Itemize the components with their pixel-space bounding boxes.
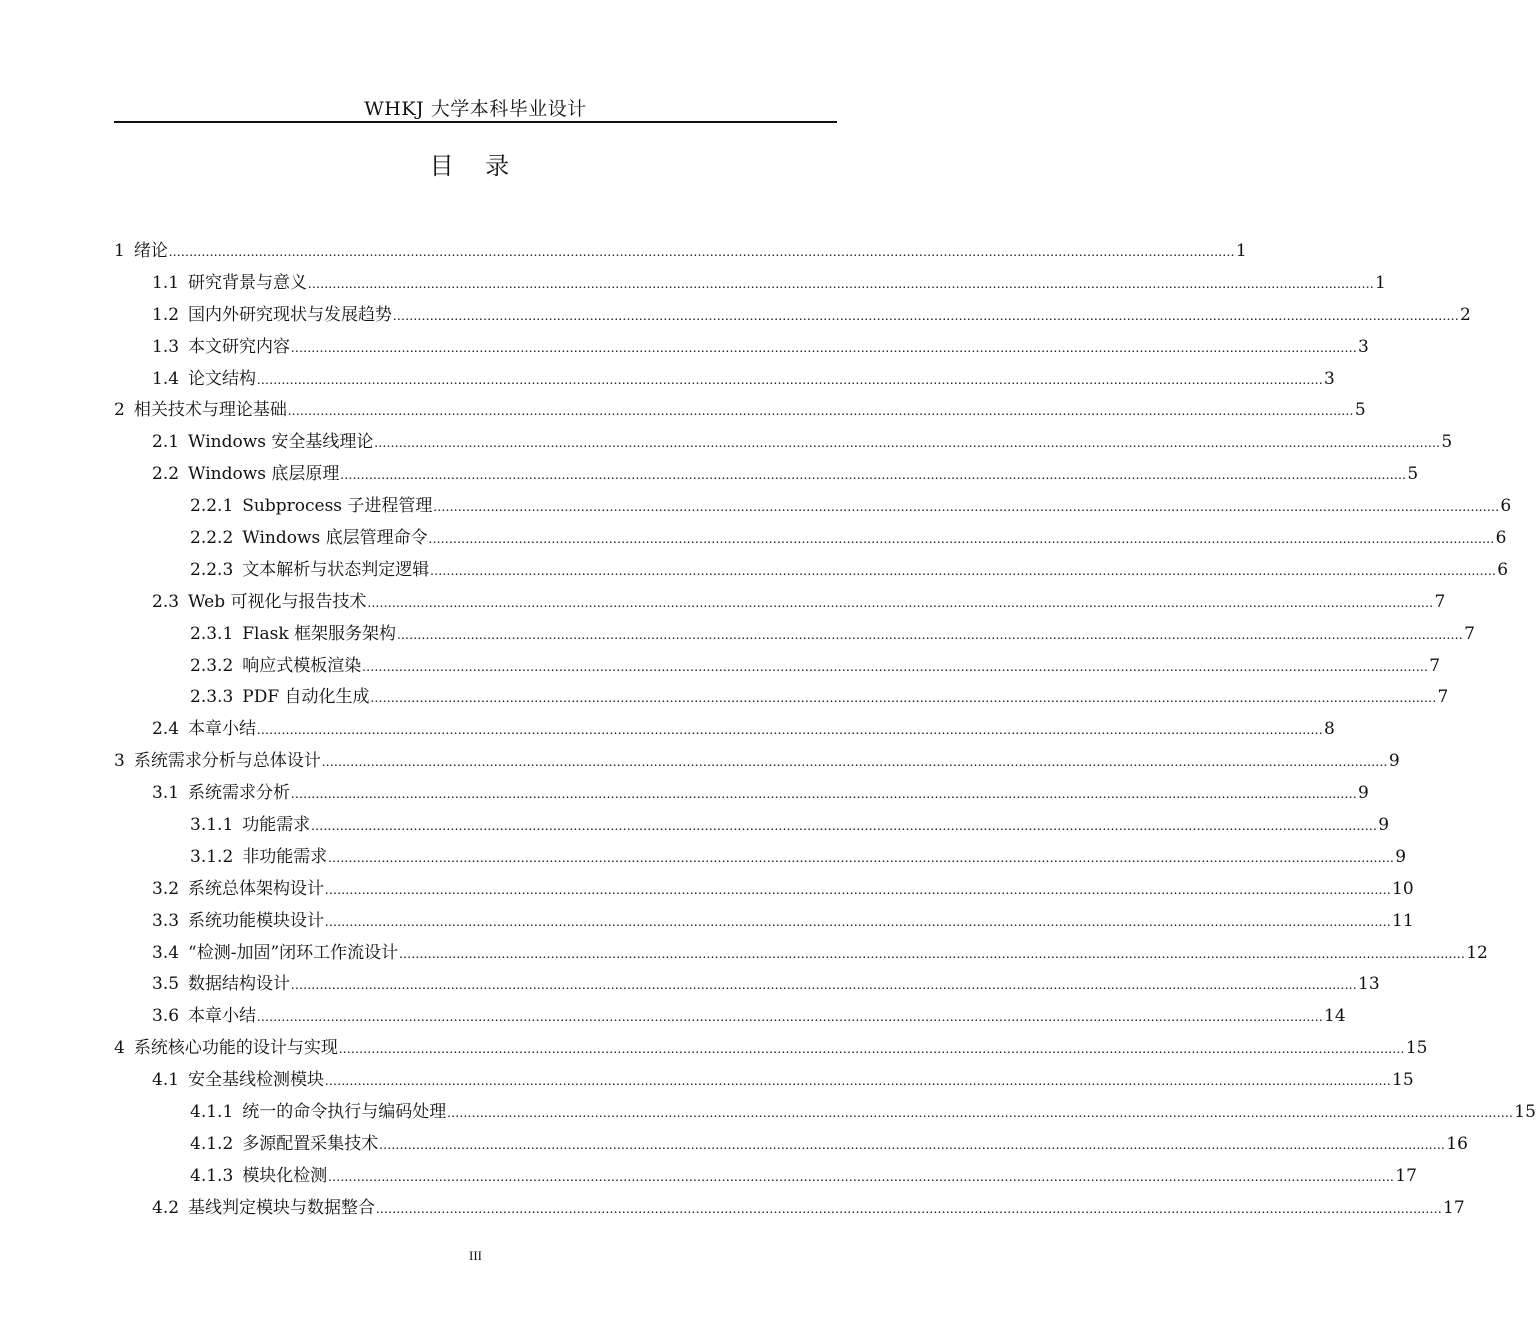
toc-dot-leader: .................................................................................................................................................................................................................................................................... — [257, 1010, 1324, 1026]
toc-entry-title: 本章小结 — [188, 1006, 257, 1027]
toc-entry-number: 2.2 — [152, 464, 180, 485]
toc-dot-leader: .................................................................................................................................................................................................................................................................... — [257, 372, 1324, 388]
toc-entry-number: 3.2 — [152, 878, 180, 899]
toc-entry[interactable] — [114, 1001, 1346, 1033]
page-number: III — [469, 1248, 482, 1263]
toc-entry-number: 1 — [114, 241, 125, 261]
toc-entry[interactable] — [114, 459, 1419, 491]
toc-entry[interactable] — [114, 778, 1369, 810]
toc-entry-page: 6 — [1497, 559, 1509, 580]
toc-dot-leader: .................................................................................................................................................................................................................................................................... — [376, 1201, 1443, 1217]
toc-entry-number: 2.3.3 — [190, 687, 234, 708]
toc-entry[interactable] — [114, 651, 1441, 683]
toc-dot-leader: .................................................................................................................................................................................................................................................................... — [321, 755, 1388, 771]
toc-entry[interactable] — [114, 906, 1414, 938]
toc-entry-title: “检测-加固”闭环工作流设计 — [188, 942, 399, 963]
toc-entry-number: 3 — [114, 751, 125, 772]
toc-entry-title: Web 可视化与报告技术 — [188, 591, 367, 612]
toc-entry-page: 1 — [1235, 241, 1247, 261]
toc-entry-title: 多源配置采集技术 — [242, 1133, 379, 1154]
toc-entry-title: 响应式模板渲染 — [242, 655, 362, 676]
toc-entry-page: 2 — [1460, 304, 1471, 325]
toc-entry-number: 3.6 — [152, 1006, 180, 1027]
toc-dot-leader: .................................................................................................................................................................................................................................................................... — [168, 245, 1235, 260]
toc-entry-page: 5 — [1407, 464, 1419, 485]
toc-entry-page: 14 — [1324, 1006, 1346, 1027]
toc-entry[interactable] — [114, 268, 1386, 300]
toc-entry[interactable] — [114, 969, 1380, 1001]
table-of-contents — [114, 236, 1536, 1225]
toc-entry-page: 16 — [1446, 1133, 1468, 1154]
toc-entry-title: Windows 底层管理命令 — [242, 528, 428, 549]
toc-entry-page: 17 — [1395, 1165, 1417, 1186]
toc-dot-leader: .................................................................................................................................................................................................................................................................... — [433, 500, 1500, 516]
toc-dot-leader: .................................................................................................................................................................................................................................................................... — [287, 404, 1354, 420]
toc-entry-title: Windows 底层原理 — [188, 464, 340, 485]
toc-title: 目 录 — [429, 152, 522, 180]
toc-entry[interactable] — [114, 1193, 1465, 1225]
toc-entry-page: 15 — [1392, 1070, 1414, 1091]
toc-dot-leader: .................................................................................................................................................................................................................................................................... — [308, 276, 1375, 292]
toc-entry-page: 7 — [1429, 655, 1441, 676]
toc-entry-number: 2.3.2 — [190, 655, 234, 676]
toc-entry[interactable] — [114, 587, 1446, 619]
toc-dot-leader: .................................................................................................................................................................................................................................................................... — [430, 563, 1497, 579]
toc-entry[interactable] — [114, 300, 1471, 332]
toc-entry-page: 17 — [1443, 1197, 1465, 1218]
toc-entry[interactable] — [114, 395, 1366, 427]
toc-entry[interactable] — [114, 619, 1475, 651]
toc-entry-page: 11 — [1392, 910, 1414, 931]
toc-entry[interactable] — [114, 1097, 1536, 1129]
toc-entry-title: 文本解析与状态判定逻辑 — [242, 559, 430, 580]
toc-entry-page: 3 — [1324, 368, 1335, 389]
toc-entry-page: 1 — [1375, 272, 1386, 293]
toc-entry-number: 1.1 — [152, 272, 180, 293]
toc-entry-number: 3.3 — [152, 910, 180, 931]
toc-entry-page: 5 — [1354, 400, 1366, 421]
toc-entry-title: 绪论 — [133, 241, 168, 261]
toc-entry-number: 2.1 — [152, 432, 180, 453]
toc-entry-number: 3.4 — [152, 942, 180, 963]
toc-entry-title: 非功能需求 — [242, 846, 328, 867]
header-rule — [114, 121, 837, 123]
toc-entry-title: 本章小结 — [188, 719, 257, 740]
toc-entry-title: 国内外研究现状与发展趋势 — [188, 304, 393, 325]
toc-dot-leader: .................................................................................................................................................................................................................................................................... — [399, 946, 1466, 962]
toc-entry-title: 论文结构 — [188, 368, 257, 389]
toc-entry-page: 9 — [1358, 783, 1369, 804]
toc-dot-leader: .................................................................................................................................................................................................................................................................... — [291, 787, 1358, 803]
toc-entry-page: 13 — [1358, 974, 1380, 995]
toc-entry-page: 10 — [1392, 878, 1414, 899]
toc-entry-page: 5 — [1441, 432, 1453, 453]
toc-entry-title: 数据结构设计 — [188, 974, 291, 995]
toc-entry[interactable] — [114, 427, 1453, 459]
toc-entry[interactable] — [114, 332, 1369, 364]
toc-entry[interactable] — [114, 364, 1335, 396]
toc-entry-number: 2.4 — [152, 719, 180, 740]
toc-entry[interactable] — [114, 874, 1414, 906]
toc-entry-title: 本文研究内容 — [188, 336, 291, 357]
toc-entry-page: 6 — [1500, 496, 1512, 517]
toc-dot-leader: .................................................................................................................................................................................................................................................................... — [428, 532, 1495, 548]
toc-dot-leader: .................................................................................................................................................................................................................................................................... — [257, 723, 1324, 739]
toc-entry-title: 系统功能模块设计 — [188, 910, 325, 931]
toc-entry-number: 2.3.1 — [190, 623, 234, 644]
toc-entry-page: 3 — [1358, 336, 1369, 357]
toc-entry-page: 6 — [1495, 528, 1507, 549]
toc-entry-title: 安全基线检测模块 — [188, 1070, 325, 1091]
toc-dot-leader: .................................................................................................................................................................................................................................................................... — [340, 468, 1407, 484]
toc-entry-title: 模块化检测 — [242, 1165, 328, 1186]
toc-entry-title: 研究背景与意义 — [188, 272, 308, 293]
toc-entry-number: 1.3 — [152, 336, 180, 357]
toc-entry-title: Subprocess 子进程管理 — [242, 496, 433, 517]
toc-entry-title: 统一的命令执行与编码处理 — [242, 1102, 447, 1123]
toc-entry-number: 2 — [114, 400, 125, 421]
toc-entry[interactable] — [114, 523, 1507, 555]
toc-dot-leader: .................................................................................................................................................................................................................................................................... — [325, 1074, 1392, 1090]
toc-entry[interactable] — [114, 555, 1509, 587]
toc-dot-leader: .................................................................................................................................................................................................................................................................... — [393, 308, 1460, 324]
toc-entry-page: 9 — [1388, 751, 1400, 772]
toc-entry-number: 3.5 — [152, 974, 180, 995]
toc-entry-title: PDF 自动化生成 — [242, 687, 370, 708]
toc-entry[interactable] — [114, 810, 1390, 842]
toc-dot-leader: .................................................................................................................................................................................................................................................................... — [370, 691, 1437, 707]
toc-entry-title: 基线判定模块与数据整合 — [188, 1197, 376, 1218]
toc-entry-page: 15 — [1405, 1038, 1428, 1059]
toc-entry-number: 2.2.3 — [190, 559, 234, 580]
toc-entry-page: 9 — [1395, 846, 1407, 867]
toc-entry-number: 3.1.1 — [190, 815, 234, 836]
toc-dot-leader: .................................................................................................................................................................................................................................................................... — [362, 659, 1429, 675]
toc-entry-number: 1.4 — [152, 368, 180, 389]
toc-entry-number: 3.1.2 — [190, 846, 234, 867]
toc-entry-page: 8 — [1324, 719, 1335, 740]
toc-entry-number: 2.2.2 — [190, 528, 234, 549]
toc-entry-title: 功能需求 — [242, 815, 311, 836]
toc-entry[interactable] — [114, 842, 1407, 874]
toc-entry-number: 4.1.3 — [190, 1165, 234, 1186]
toc-dot-leader: .................................................................................................................................................................................................................................................................... — [379, 1137, 1446, 1153]
toc-dot-leader: .................................................................................................................................................................................................................................................................... — [325, 882, 1392, 898]
page-header: WHKJ 大学本科毕业设计 — [364, 98, 587, 120]
toc-entry-number: 3.1 — [152, 783, 180, 804]
toc-entry[interactable] — [114, 1033, 1428, 1065]
toc-entry-number: 2.2.1 — [190, 496, 234, 517]
toc-entry-number: 1.2 — [152, 304, 180, 325]
toc-entry-title: 系统总体架构设计 — [188, 878, 325, 899]
toc-entry[interactable] — [114, 746, 1400, 778]
toc-entry[interactable] — [114, 1129, 1468, 1161]
toc-dot-leader: .................................................................................................................................................................................................................................................................... — [328, 1169, 1395, 1185]
toc-entry[interactable] — [114, 938, 1488, 970]
toc-entry-page: 7 — [1434, 591, 1446, 612]
toc-entry-title: Windows 安全基线理论 — [188, 432, 374, 453]
toc-entry[interactable] — [114, 714, 1335, 746]
toc-entry-number: 2.3 — [152, 591, 180, 612]
toc-entry-title: 系统需求分析与总体设计 — [133, 751, 321, 772]
toc-entry-page: 9 — [1378, 815, 1390, 836]
toc-entry-title: 相关技术与理论基础 — [133, 400, 287, 421]
toc-entry-number: 4 — [114, 1038, 125, 1059]
toc-entry[interactable] — [114, 1065, 1414, 1097]
toc-entry-title: 系统需求分析 — [188, 783, 291, 804]
toc-entry-page: 15 — [1514, 1102, 1536, 1123]
toc-dot-leader: .................................................................................................................................................................................................................................................................... — [311, 819, 1378, 835]
toc-dot-leader: .................................................................................................................................................................................................................................................................... — [338, 1042, 1405, 1058]
toc-entry-page: 7 — [1464, 623, 1475, 644]
toc-dot-leader: .................................................................................................................................................................................................................................................................... — [291, 340, 1358, 356]
toc-dot-leader: .................................................................................................................................................................................................................................................................... — [447, 1106, 1514, 1122]
toc-dot-leader: .................................................................................................................................................................................................................................................................... — [325, 914, 1392, 930]
toc-dot-leader: .................................................................................................................................................................................................................................................................... — [291, 978, 1358, 994]
toc-entry-number: 4.2 — [152, 1197, 180, 1218]
toc-entry-number: 4.1 — [152, 1070, 180, 1091]
toc-dot-leader: .................................................................................................................................................................................................................................................................... — [367, 595, 1434, 611]
toc-entry-number: 4.1.1 — [190, 1102, 234, 1123]
toc-entry-title: Flask 框架服务架构 — [242, 623, 397, 644]
toc-dot-leader: .................................................................................................................................................................................................................................................................... — [397, 627, 1464, 643]
toc-entry[interactable] — [114, 682, 1449, 714]
toc-dot-leader: .................................................................................................................................................................................................................................................................... — [328, 850, 1395, 866]
toc-entry[interactable] — [114, 1161, 1417, 1193]
toc-dot-leader: .................................................................................................................................................................................................................................................................... — [374, 436, 1441, 452]
toc-entry[interactable] — [114, 491, 1512, 523]
toc-entry-number: 4.1.2 — [190, 1133, 234, 1154]
toc-entry-title: 系统核心功能的设计与实现 — [133, 1038, 338, 1059]
toc-entry-page: 7 — [1437, 687, 1449, 708]
toc-entry[interactable] — [114, 236, 1247, 268]
toc-entry-page: 12 — [1466, 942, 1488, 963]
